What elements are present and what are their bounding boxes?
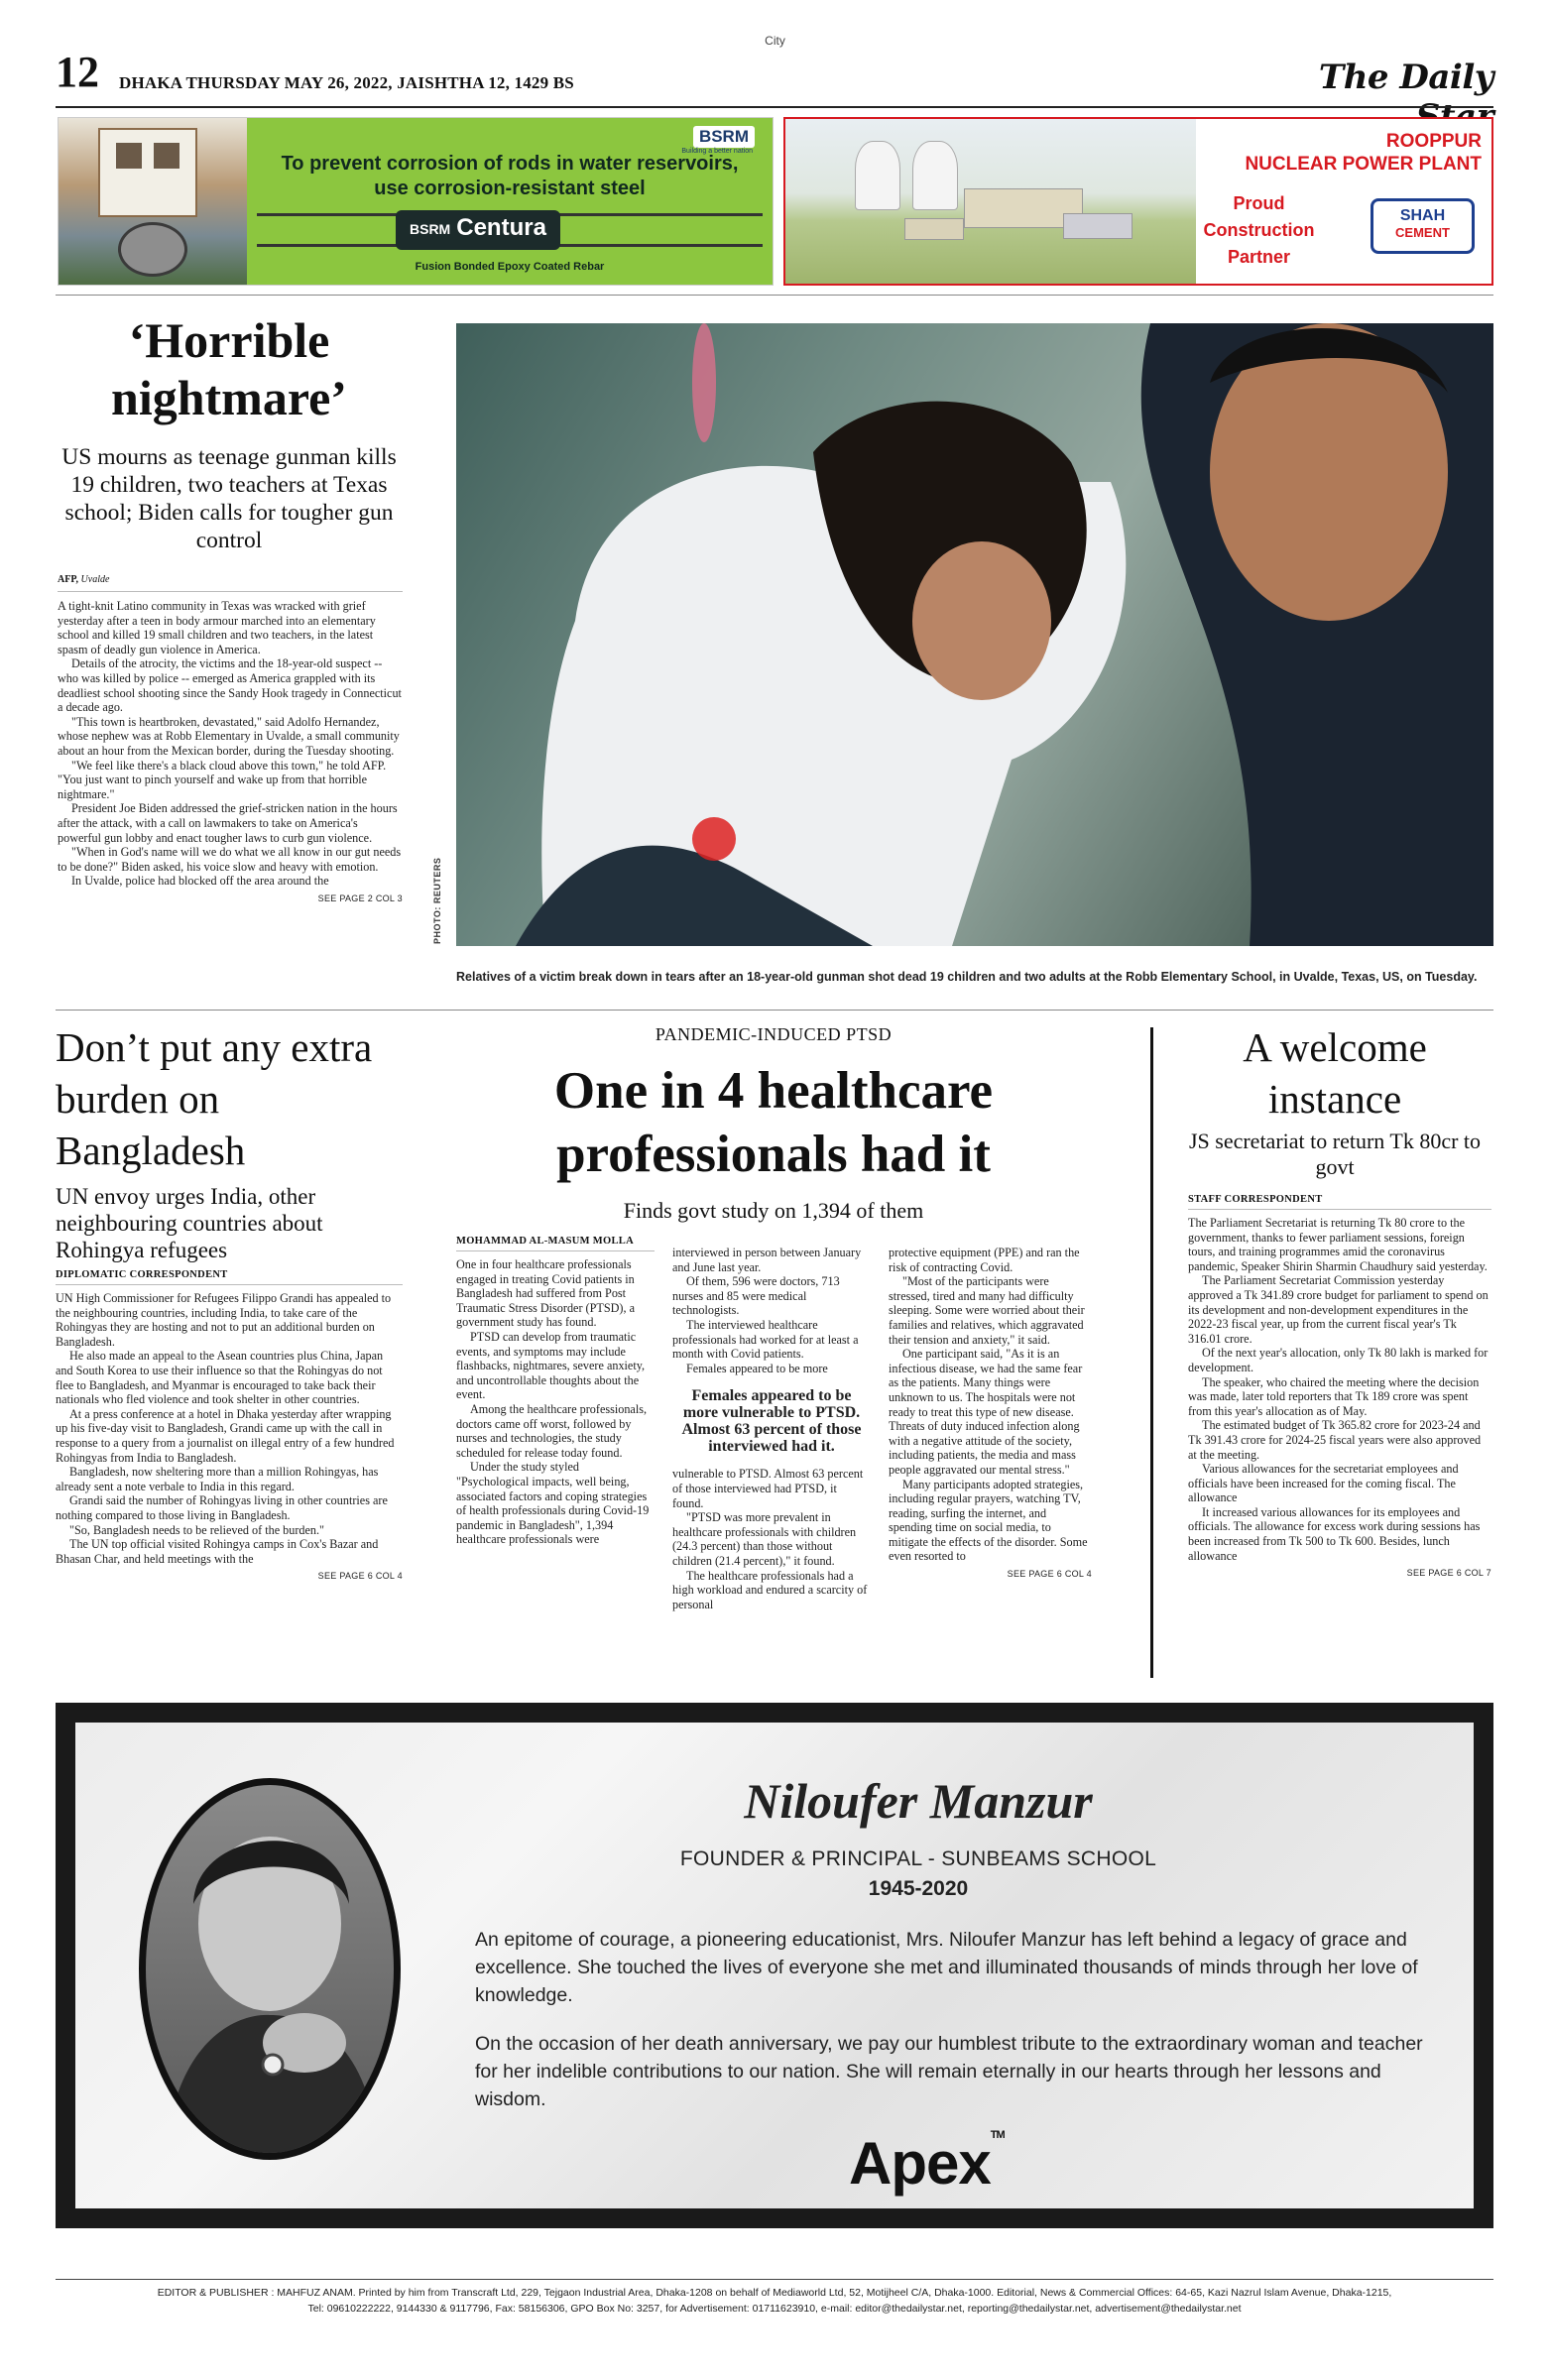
rohingya-byline: DIPLOMATIC CORRESPONDENT <box>56 1269 403 1285</box>
ptsd-paragraph: The interviewed healthcare professionals had worked for at least a month with Covid patients. <box>672 1317 859 1362</box>
ptsd-col2 <box>672 1246 871 1611</box>
dateline: DHAKA THURSDAY MAY 26, 2022, JAISHTHA 12, 1429 BS <box>119 73 574 92</box>
lead-paragraph: "This town is heartbroken, devastated," said Adolfo Hernandez, whose nephew was at Robb Elementary in Uvalde, a small community about an hour from the Mexican border, during the Tuesday shooting. <box>58 714 400 758</box>
rohingya-paragraph: He also made an appeal to the Asean countries plus China, Japan and South Korea to use their influence so that the Rohingyas do not flee to Bangladesh, and Myanmar is encouraged to take back their nationals who fled violence and took shelter in other countries. <box>56 1349 384 1407</box>
ptsd-paragraph: Females appeared to be more <box>686 1361 828 1375</box>
ptsd-subhead: Finds govt study on 1,394 of them <box>623 1198 924 1223</box>
lead-paragraph: A tight-knit Latino community in Texas was wracked with grief yesterday after a teen in body armour marched into an elementary school and killed 19 small children and two teachers, in the latest spasm of deadly gun violence in America. <box>58 599 376 656</box>
ptsd-paragraph: interviewed in person between January and June last year. <box>672 1246 862 1274</box>
js-paragraph: The speaker, who chaired the meeting where the decision was made, later told reporters that Tk 189 crore was spent from this year's allocation as of May. <box>1188 1374 1480 1418</box>
photo-mourners <box>456 323 1493 946</box>
ad-rule <box>56 295 1493 296</box>
js-paragraph: Various allowances for the secretariat employees and officials have been increased for the coming fiscal. The allowance <box>1188 1462 1459 1505</box>
apex-logo <box>849 2129 1005 2198</box>
bsrm-product-prefix: BSRM <box>410 220 451 237</box>
js-headline: A welcome instance <box>1243 1024 1427 1122</box>
bsrm-ad <box>58 117 774 286</box>
js-jump: SEE PAGE 6 COL 7 <box>1406 1568 1491 1579</box>
rohingya-body <box>56 1291 403 1584</box>
lead-paragraph: In Uvalde, police had blocked off the area around the <box>71 874 329 889</box>
portrait-watch <box>263 2055 283 2075</box>
ptsd-paragraph: "Most of the participants were stressed, tired and many had difficulty sleeping. Some were worried about their families and relatives, which aggravated their tension and anxiety," it said. <box>889 1274 1085 1347</box>
masthead-rule <box>56 106 1493 108</box>
lead-byline-agency: AFP, <box>58 574 79 585</box>
lead-byline <box>58 574 109 585</box>
rohingya-paragraph: Grandi said the number of Rohingyas living in other countries are nothing compared to those living in Bangladesh. <box>56 1493 388 1522</box>
rohingya-paragraph: Bangladesh, now sheltering more than a million Rohingyas, has already sent a note verbale to India in this regard. <box>56 1465 379 1493</box>
rohingya-jump: SEE PAGE 6 COL 4 <box>317 1571 403 1582</box>
tribute-years: 1945-2020 <box>868 1877 969 1900</box>
portrait-oval <box>139 1778 401 2160</box>
lead-photo <box>456 323 1493 946</box>
js-byline: STAFF CORRESPONDENT <box>1188 1194 1491 1210</box>
tribute-panel <box>75 1723 1474 2208</box>
ptsd-paragraph: Many participants adopted strategies, including regular prayers, watching TV, reading, surfing the internet, and spending time on social media, to mitigate the effects of the disorder. Some even resorted to <box>889 1477 1088 1564</box>
js-subhead: JS secretariat to return Tk 80cr to govt <box>1188 1129 1482 1179</box>
footer-line1: EDITOR & PUBLISHER : MAHFUZ ANAM. Printed by him from Transcraft Ltd, 229, Tejgaon Industrial Area, Dhaka-1208 on behalf of Mediaworld Ltd, 52, Motijheel C/A, Dhaka-1000. Editorial, News & Commercial Offices: 64-65, Kazi Nazrul Islam Avenue, Dhaka-1215, <box>157 2287 1392 2299</box>
lead-body <box>58 599 403 905</box>
photo-credit: PHOTO: REUTERS <box>432 857 442 944</box>
tribute-ad <box>56 1703 1493 2228</box>
lead-byline-place: Uvalde <box>80 574 110 585</box>
lead-paragraph: President Joe Biden addressed the grief-stricken nation in the hours after the attack, with a call on lawmakers to take on America's powerful gun lobby and enact tougher laws to curb gun violence. <box>58 801 398 845</box>
flower-stalk <box>692 323 716 442</box>
rohingya-paragraph: At a press conference at a hotel in Dhaka yesterday after wrapping up his five-day visit to Bangladesh, Grandi came up with the call in response to a query from a journalist on illegal entry of a few hundred Rohingyas from India to Bangladesh. <box>56 1406 395 1465</box>
ptsd-pull-quote: Females appeared to be more vulnerable to PTSD. Almost 63 percent of those interviewed had it. <box>681 1387 862 1456</box>
footer-line2: Tel: 09610222222, 9144330 & 9117796, Fax: 58156306, GPO Box No: 3257, for Advertisement: 01711623910, e-mail: editor@thedailystar.net, reporting@thedailystar.net, advertisement@thedailystar.net <box>307 2303 1242 2315</box>
ptsd-paragraph: One in four healthcare professionals engaged in treating Covid patients in Bangladesh had suffered from Post Traumatic Stress Disorder (PTSD), a government study has found. <box>456 1257 635 1330</box>
shah-title2: NUCLEAR POWER PLANT <box>1245 154 1482 175</box>
ptsd-col1-body <box>456 1257 655 1547</box>
lead-headline: ‘Horrible nightmare’ <box>111 312 347 425</box>
photo-caption: Relatives of a victim break down in tears after an 18-year-old gunman shot dead 19 children and two adults at the Robb Elementary School, in Uvalde, Texas, US, on Tuesday. <box>456 970 1478 984</box>
ptsd-paragraph: The healthcare professionals had a high workload and endured a scarcity of personal <box>672 1568 868 1611</box>
shah-logo-line2: CEMENT <box>1395 225 1450 240</box>
shah-body: Proud Construction Partner <box>1203 193 1315 267</box>
shah-title1: ROOPPUR <box>1385 131 1482 152</box>
apex-logo-text: Apex <box>849 2130 991 2197</box>
rohingya-subhead: UN envoy urges India, other neighbouring countries about Rohingya refugees <box>56 1184 323 1262</box>
rohingya-paragraph: "So, Bangladesh needs to be relieved of the burden." <box>69 1522 325 1537</box>
lead-paragraph: "When in God's name will we do what we all know in our gut needs to be done?" Biden asked, his voice slow and heavy with emotion. <box>58 845 402 874</box>
shah-logo-line1: SHAH <box>1399 207 1446 224</box>
rohingya-headline: Don’t put any extra burden on Bangladesh <box>56 1024 373 1173</box>
lead-subhead: US mourns as teenage gunman kills 19 children, two teachers at Texas school; Biden calls for tougher gun control <box>61 444 397 553</box>
ptsd-paragraph: PTSD can develop from traumatic events, and symptoms may include flashbacks, nightmares, severe anxiety, and uncontrollable thoughts about the event. <box>456 1329 646 1402</box>
girl-face <box>912 541 1051 700</box>
power-plant-illustration <box>785 119 1196 284</box>
bsrm-headline: To prevent corrosion of rods in water reservoirs, use corrosion-resistant steel <box>281 153 739 199</box>
bsrm-product-name: Centura <box>456 214 546 241</box>
ptsd-headline: One in 4 healthcare professionals had it <box>553 1062 994 1183</box>
lead-paragraph: "We feel like there's a black cloud above this town," he told AFP. "You just want to pinch yourself and wake up from that horrible nightmare." <box>58 758 387 801</box>
ptsd-paragraph: One participant said, "As it is an infectious disease, we had the same fear as the patients. Many things were unknown to us. The hospitals were not ready to treat this type of new disease. Threats of duty induced infection along with a negative attitude of the society, including patients, the media and mass people aggravated our mental stress." <box>889 1347 1083 1477</box>
lead-rule <box>56 1010 1493 1011</box>
shah-cement-ad <box>783 117 1493 286</box>
ptsd-col1 <box>456 1236 655 1547</box>
shirt-logo <box>692 817 736 861</box>
js-paragraph: The estimated budget of Tk 365.82 crore for 2023-24 and Tk 391.43 crore for 2024-25 fiscal years were also approved at the meeting. <box>1188 1418 1482 1462</box>
footer-rule <box>56 2279 1493 2280</box>
ptsd-jump: SEE PAGE 6 COL 4 <box>1007 1569 1092 1580</box>
bsrm-tagline: Fusion Bonded Epoxy Coated Rebar <box>415 261 605 273</box>
rohingya-paragraph: The UN top official visited Rohingya camps in Cox's Bazar and Bhasan Char, and held meetings with the <box>56 1537 379 1566</box>
building-illustration <box>59 118 247 286</box>
bsrm-brand-tag: Building a better nation <box>681 148 753 155</box>
js-body <box>1188 1216 1491 1581</box>
ptsd-kicker: PANDEMIC-INDUCED PTSD <box>655 1024 893 1044</box>
ptsd-paragraph: Among the healthcare professionals, doctors came off worst, followed by nurses and technologies, the study scheduled for release today found. <box>456 1401 648 1460</box>
masthead-logo: The Daily <box>1318 58 1493 97</box>
js-paragraph: Of the next year's allocation, only Tk 80 lakh is marked for development. <box>1188 1346 1489 1374</box>
ptsd-paragraph: Under the study styled "Psychological impacts, well being, associated factors and coping strategies of health professionals during Covid-19 pandemic in Bangladesh", 1,394 healthcare professionals were <box>456 1460 650 1547</box>
ptsd-paragraph: Of them, 596 were doctors, 713 nurses and 85 were medical technologists. <box>672 1274 840 1318</box>
js-paragraph: It increased various allowances for its employees and officials. The allowance for excess work during sessions has been increased from Tk 500 to Tk 600. Besides, lunch allowance <box>1188 1504 1481 1563</box>
js-body-wrap <box>1188 1194 1491 1581</box>
apex-logo-tm: TM <box>990 2129 1005 2141</box>
ptsd-paragraph: "PTSD was more prevalent in healthcare professionals with children (24.3 percent) than those without children (21.4 percent)," it found. <box>672 1510 857 1568</box>
bsrm-product <box>396 210 560 250</box>
lead-paragraph: Details of the atrocity, the victims and the 18-year-old suspect -- who was killed by police -- emerged as America grappled with its deadliest school shooting since the Sandy Hook tragedy in Connecticut a decade ago. <box>58 656 402 715</box>
tribute-name: Niloufer Manzur <box>744 1773 1093 1829</box>
tribute-title: FOUNDER & PRINCIPAL - SUNBEAMS SCHOOL <box>679 1847 1157 1870</box>
js-paragraph: The Parliament Secretariat is returning Tk 80 crore to the government, thanks to fewer parliament sessions, foreign tours, and training programmes amid the coronavirus pandemic, Speaker Shirin Sharmin Chaudhury said yesterday. <box>1188 1216 1488 1273</box>
bsrm-brand-name: BSRM <box>698 127 749 146</box>
js-paragraph: The Parliament Secretariat Commission yesterday approved a Tk 341.89 crore budget for parliament to spend on its development and non-development expenditures in the 2022-23 fiscal year, up from the current fiscal year's Tk 316.01 crore. <box>1188 1273 1489 1346</box>
ptsd-paragraph: vulnerable to PTSD. Almost 63 percent of those interviewed had PTSD, it found. <box>672 1467 864 1510</box>
rohingya-paragraph: UN High Commissioner for Refugees Filippo Grandi has appealed to the neighbouring countries, including India, to take care of the Rohingyas they are hosting and not to put an additional burden on Bangladesh. <box>56 1291 392 1349</box>
lead-byline-rule <box>58 591 403 592</box>
bsrm-brand <box>693 126 755 148</box>
ptsd-byline: MOHAMMAD AL-MASUM MOLLA <box>456 1236 655 1251</box>
lead-jump: SEE PAGE 2 COL 3 <box>317 892 403 903</box>
portrait-photo <box>146 1785 394 2153</box>
column-divider <box>1150 1027 1153 1678</box>
section-label: City <box>765 34 785 48</box>
ptsd-col3 <box>889 1246 1092 1582</box>
page-number: 12 <box>56 48 99 96</box>
rohingya-body-wrap <box>56 1269 403 1584</box>
ptsd-paragraph: protective equipment (PPE) and ran the risk of contracting Covid. <box>889 1246 1080 1274</box>
tribute-para2: On the occasion of her death anniversary, we pay our humblest tribute to the extraordinary woman and teacher for her indelible contributions to our nation. She will remain eternally in our hearts through her lessons and wisdom. <box>475 2033 1423 2110</box>
shah-logo <box>1371 198 1475 254</box>
tribute-para1: An epitome of courage, a pioneering educationist, Mrs. Niloufer Manzur has left behind a legacy of grace and excellence. She touched the lives of everyone she met and illuminated thousands of minds through her love of knowledge. <box>475 1929 1418 2006</box>
